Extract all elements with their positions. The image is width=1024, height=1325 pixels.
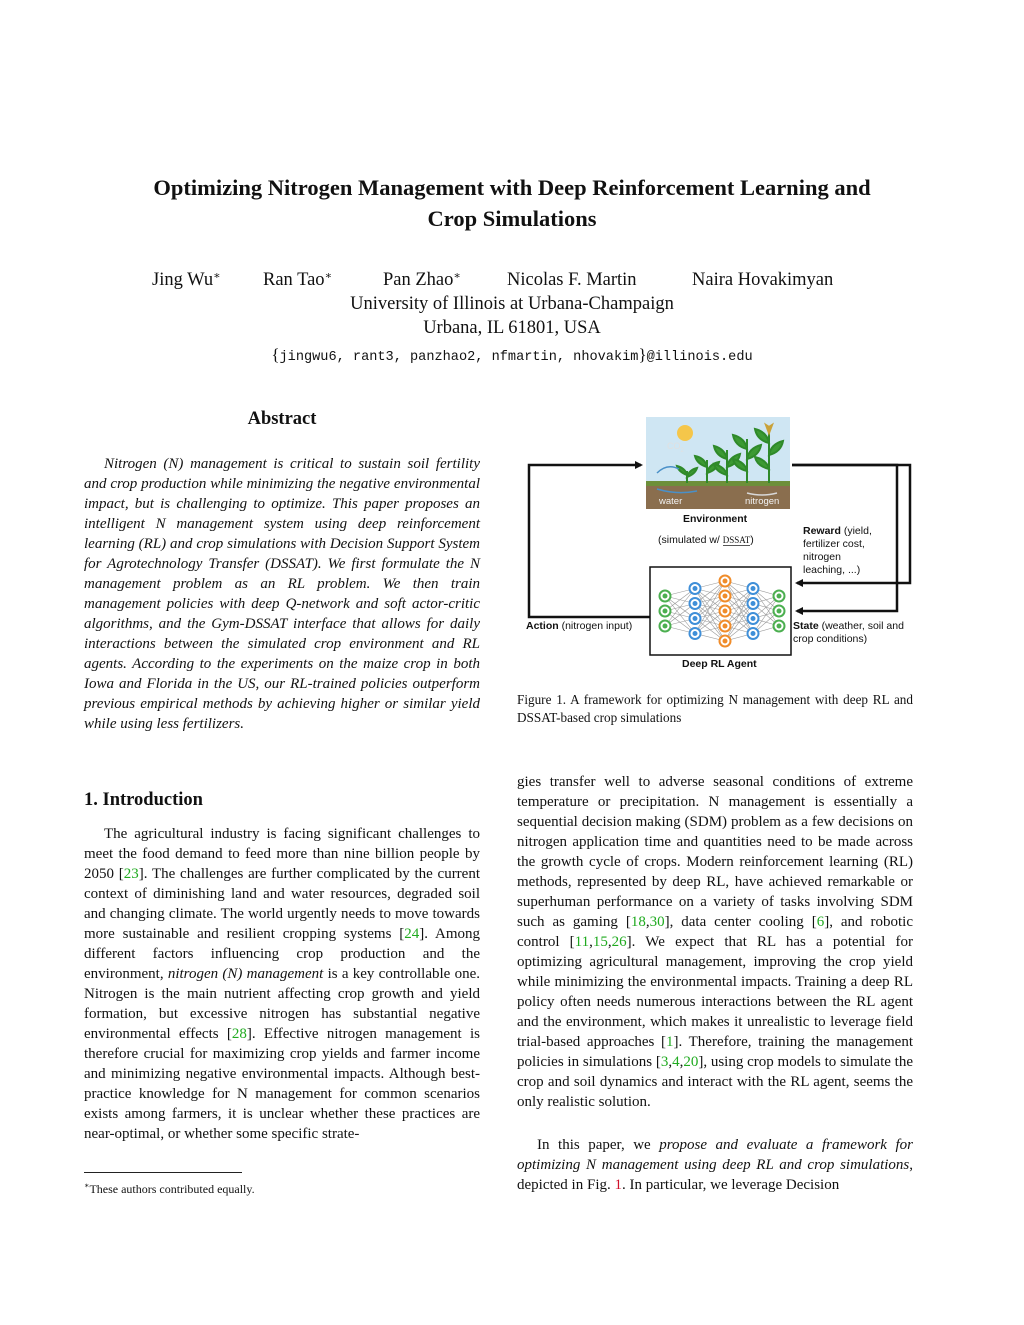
- network-node-core: [693, 616, 698, 621]
- title-line-2: Crop Simulations: [427, 206, 597, 231]
- citation-link[interactable]: 20: [683, 1054, 699, 1070]
- author: Naira Hovakimyan: [692, 270, 834, 290]
- network-node-core: [663, 624, 668, 629]
- figure-1: [517, 415, 917, 675]
- network-node-core: [751, 631, 756, 636]
- network-node-core: [777, 609, 782, 614]
- agent-label: Deep RL Agent: [682, 658, 757, 670]
- network-node-core: [693, 586, 698, 591]
- water-label: water: [659, 496, 683, 507]
- network-node-core: [693, 601, 698, 606]
- network-node-core: [723, 609, 728, 614]
- citation-link[interactable]: 3: [660, 1054, 669, 1070]
- citation-link[interactable]: 11: [574, 934, 590, 950]
- citation-link[interactable]: 24: [404, 926, 420, 942]
- action-label: Action (nitrogen input): [526, 620, 633, 632]
- citation-link[interactable]: 23: [123, 866, 139, 882]
- network-node-core: [663, 609, 668, 614]
- network-node-core: [777, 624, 782, 629]
- citation-link[interactable]: 18: [630, 914, 646, 930]
- network-node-core: [663, 594, 668, 599]
- figure-caption: Figure 1. A framework for optimizing N management with deep RL and DSSAT-based crop simulations: [517, 692, 913, 725]
- citation-link[interactable]: 6: [816, 914, 825, 930]
- citation-link[interactable]: 30: [649, 914, 665, 930]
- network-node-core: [777, 594, 782, 599]
- author: Pan Zhao∗: [383, 270, 461, 290]
- network-node-core: [723, 579, 728, 584]
- intro-paragraph-2: gies transfer well to adverse seasonal conditions of extreme temperature or precipitation. N management is essentially a sequential decision making (SDM) problem as a few decisions on nitrogen application time and quantities need to be made across the growth cycle of crops. Modern reinforcement learning (RL) methods, represented by deep RL, have achieved remarkable or superhuman performance on a variety of tasks involving SDM such as gaming [18,30], data center cooling [6], and robotic control [11,15,26]. We expect that RL has a potential for optimizing agricultural management, improving the crop yield while minimizing the environmental impacts. Training a deep RL policy often needs numerous interactions between the RL agent and the environment, which makes it unrealistic to leverage field trial-based approaches [1]. Therefore, training the management policies in simulations [3,4,20], using crop models to simulate the crop and soil dynamics and interact with the RL agent, seems the only realistic solution.: [517, 774, 913, 1110]
- intro-paragraph-3: In this paper, we propose and evaluate a framework for optimizing N management using deep RL and crop simulations, depicted in Fig. 1. In particular, we leverage Decision: [517, 1137, 913, 1193]
- paper-title: [100, 172, 924, 234]
- citation-link[interactable]: 1: [666, 1034, 674, 1050]
- footnote: ∗These authors contributed equally.: [84, 1181, 255, 1196]
- dssat-logo: DSSAT: [722, 535, 751, 545]
- author: Nicolas F. Martin: [507, 270, 637, 290]
- environment-subtitle: (simulated w/ DSSAT): [658, 534, 754, 546]
- network-node-core: [723, 594, 728, 599]
- address: Urbana, IL 61801, USA: [423, 318, 601, 338]
- citation-link[interactable]: 15: [592, 934, 608, 950]
- reward-label: Reward (yield, fertilizer cost, nitrogen leaching, ...): [803, 525, 872, 576]
- co2-label: $CO_2$: [667, 441, 684, 454]
- author-emails: {jingwu6, rant3, panzhao2, nfmartin, nhovakim}@illinois.edu: [271, 345, 753, 365]
- citation-link[interactable]: 4: [672, 1054, 680, 1070]
- intro-paragraph-1: The agricultural industry is facing significant challenges to meet the food demand to feed more than nine billion people by 2050 [23]. The challenges are further complicated by the current context of diminishing land and water resources, degraded soil and changing climate. The world urgently needs to move towards more sustainable and resilient cropping systems [24]. Among different factors influencing crop production and the environment, nitrogen (N) management is a key controllable one. Nitrogen is the main nutrient affecting crop growth and yield formation, but excessive nitrogen has substantial negative environmental effects [28]. Effective nitrogen management is therefore crucial for maximizing crop yields and farmer income and minimizing negative environmental impacts. Although best-practice knowledge for N management for common scenarios exists among farmers, it is unclear whether these practices are near-optimal, or whether some specific strate-: [84, 826, 481, 1142]
- author: Jing Wu∗: [152, 270, 221, 290]
- abstract-text: Nitrogen (N) management is critical to sustain soil fertility and crop production while minimizing the negative environmental impact, but is challenging to optimize. This paper proposes an intelligent N management system using deep reinforcement learning (RL) and crop simulations with Decision Support System for Agrotechnology Transfer (DSSAT). We first formulate the N management problem as an RL problem. We then train management policies with deep Q-network and soft actor-critic algorithms, and the Gym-DSSAT interface that allows for daily interactions between the simulated crop environment and RL agents. According to the experiments on the maize crop in both Iowa and Florida in the US, our RL-trained policies outperform previous empirical methods by achieving higher or similar yield while using less fertilizers.: [84, 456, 480, 732]
- affiliation: University of Illinois at Urbana-Champaign: [350, 294, 674, 314]
- state-label: State (weather, soil and crop conditions): [793, 620, 904, 645]
- author-list: [0, 270, 1024, 296]
- footnote-rule: [84, 1172, 242, 1173]
- network-node-core: [723, 639, 728, 644]
- citation-link[interactable]: 28: [231, 1026, 247, 1042]
- network-node-core: [751, 601, 756, 606]
- network-node-core: [751, 586, 756, 591]
- action-arrow: [529, 465, 650, 617]
- section-heading-introduction: 1. Introduction: [84, 790, 203, 810]
- abstract-heading: Abstract: [247, 409, 317, 429]
- nitrogen-label: nitrogen: [745, 496, 780, 507]
- figure-ref-link[interactable]: 1: [614, 1177, 622, 1193]
- network-node-core: [723, 624, 728, 629]
- author: Ran Tao∗: [263, 270, 333, 290]
- environment-label: Environment: [683, 513, 748, 525]
- network-node-core: [693, 631, 698, 636]
- citation-link[interactable]: 26: [611, 934, 627, 950]
- title-line-1: Optimizing Nitrogen Management with Deep Reinforcement Learning and: [153, 175, 871, 200]
- sun-icon: [677, 425, 693, 441]
- network-node-core: [751, 616, 756, 621]
